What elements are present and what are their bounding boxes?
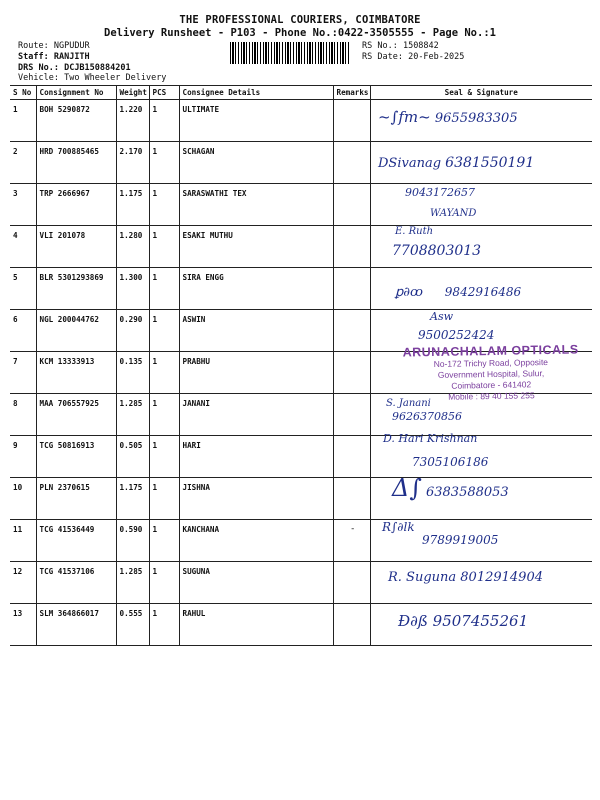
handwritten-phone: 9842916486 (444, 285, 522, 299)
pcs-cell: 1 (149, 520, 179, 562)
signature-scribble: ~∫fm~ (378, 108, 431, 126)
pcs-cell: 1 (149, 310, 179, 352)
sno-cell: 5 (10, 268, 36, 310)
remarks-cell (333, 268, 370, 310)
col-header-signature: Seal & Signature (370, 86, 592, 100)
staff-label: Staff: (18, 52, 49, 62)
drs-line (18, 63, 131, 73)
weight-cell: 0.590 (116, 520, 149, 562)
pcs-cell: 1 (149, 394, 179, 436)
signature-row-13 (398, 612, 528, 630)
table-row (10, 520, 592, 562)
table-row (10, 184, 592, 226)
consignment-cell: VLI 201078 (36, 226, 116, 268)
consignment-cell: SLM 364866017 (36, 604, 116, 646)
pcs-cell: 1 (149, 142, 179, 184)
remarks-cell (333, 352, 370, 394)
signature-cell (370, 184, 592, 226)
handwritten-phone: 9500252424 (418, 328, 495, 342)
remarks-cell (333, 604, 370, 646)
consignment-cell: KCM 13333913 (36, 352, 116, 394)
remarks-cell (333, 100, 370, 142)
table-header-row (10, 86, 592, 100)
vehicle-label: Vehicle: (18, 73, 59, 83)
sno-cell: 3 (10, 184, 36, 226)
sno-cell: 2 (10, 142, 36, 184)
consignment-cell: TCG 41537106 (36, 562, 116, 604)
consignment-cell: NGL 200044762 (36, 310, 116, 352)
consignment-cell: TRP 2666967 (36, 184, 116, 226)
weight-cell: 0.505 (116, 436, 149, 478)
pcs-cell: 1 (149, 226, 179, 268)
handwritten-phone: 7708803013 (392, 243, 482, 259)
signature-scribble: Δ∫ (392, 474, 422, 502)
route-line (18, 41, 90, 51)
rs-no-line (362, 41, 439, 51)
remarks-cell (333, 562, 370, 604)
weight-cell: 1.285 (116, 394, 149, 436)
handwritten-name: DSivanag (378, 156, 442, 171)
remarks-cell (333, 478, 370, 520)
staff-value: RANJITH (53, 52, 90, 62)
pcs-cell: 1 (149, 268, 179, 310)
signature-row-11 (382, 520, 415, 534)
handwritten-name: E. Ruth (395, 226, 434, 237)
col-header-sno: S No (10, 86, 36, 100)
col-header-remarks: Remarks (333, 86, 370, 100)
pcs-cell: 1 (149, 352, 179, 394)
consignment-cell: MAA 706557925 (36, 394, 116, 436)
consignment-cell: BLR 5301293869 (36, 268, 116, 310)
signature-scribble: R∫∂lk (382, 520, 415, 534)
pcs-cell: 1 (149, 562, 179, 604)
col-header-consignment: Consignment No (36, 86, 116, 100)
consignee-cell: ULTIMATE (179, 100, 333, 142)
consignee-cell: SCHAGAN (179, 142, 333, 184)
consignment-cell: BOH 5290872 (36, 100, 116, 142)
consignment-cell: TCG 50816913 (36, 436, 116, 478)
consignee-cell: PRABHU (179, 352, 333, 394)
handwritten-phone: 9655983305 (434, 111, 518, 126)
handwritten-phone: 9043172657 (405, 186, 475, 199)
consignment-cell: HRD 700885465 (36, 142, 116, 184)
weight-cell: 0.555 (116, 604, 149, 646)
remark-mark: - (350, 524, 356, 534)
consignment-cell: PLN 2370615 (36, 478, 116, 520)
shop-stamp (398, 342, 585, 403)
route-label: Route: (18, 41, 49, 51)
handwritten-name: D. Hari Krishnan (383, 432, 478, 445)
signature-row-1 (378, 108, 518, 126)
pcs-cell: 1 (149, 100, 179, 142)
remarks-cell (333, 142, 370, 184)
stamp-address-line: No-172 Trichy Road, Opposite (433, 357, 549, 369)
sno-cell: 12 (10, 562, 36, 604)
weight-cell: 0.290 (116, 310, 149, 352)
consignee-cell: HARI (179, 436, 333, 478)
table-row (10, 226, 592, 268)
handwritten-phone: 9789919005 (422, 533, 499, 547)
weight-cell: 1.285 (116, 562, 149, 604)
drs-label: DRS No.: (18, 63, 59, 73)
sno-cell: 4 (10, 226, 36, 268)
weight-cell: 1.175 (116, 478, 149, 520)
handwritten-phone: R. Suguna 8012914904 (388, 570, 543, 585)
handwritten-phone: 9507455261 (432, 612, 529, 630)
consignee-cell: JISHNA (179, 478, 333, 520)
barcode (230, 42, 350, 64)
handwritten-name: WAYAND (430, 208, 477, 219)
sno-cell: 13 (10, 604, 36, 646)
signature-row-2 (378, 155, 534, 171)
table-row (10, 436, 592, 478)
consignee-cell: SARASWATHI TEX (179, 184, 333, 226)
sno-cell: 9 (10, 436, 36, 478)
consignee-cell: JANANI (179, 394, 333, 436)
pcs-cell: 1 (149, 604, 179, 646)
weight-cell: 1.220 (116, 100, 149, 142)
rs-no-value: 1508842 (402, 41, 439, 51)
remarks-cell (333, 310, 370, 352)
signature-scribble: Ð∂ß (398, 612, 428, 630)
stamp-mobile: Mobile : 89 40 155 255 (448, 390, 535, 402)
consignment-cell: TCG 41536449 (36, 520, 116, 562)
drs-value: DCJB150884201 (64, 63, 131, 73)
col-header-pcs: PCS (149, 86, 179, 100)
weight-cell: 0.135 (116, 352, 149, 394)
handwritten-name: Asw (430, 310, 454, 323)
route-value: NGPUDUR (53, 41, 90, 51)
remarks-cell (333, 184, 370, 226)
sno-cell: 6 (10, 310, 36, 352)
stamp-name: ARUNACHALAM OPTICALS (402, 342, 579, 360)
consignee-cell: ASWIN (179, 310, 333, 352)
consignee-cell: SUGUNA (179, 562, 333, 604)
sno-cell: 1 (10, 100, 36, 142)
rs-date-value: 20-Feb-2025 (408, 52, 465, 62)
weight-cell: 2.170 (116, 142, 149, 184)
col-header-consignee: Consignee Details (179, 86, 333, 100)
consignee-cell: ESAKI MUTHU (179, 226, 333, 268)
pcs-cell: 1 (149, 478, 179, 520)
col-header-weight: Weight (116, 86, 149, 100)
handwritten-phone: 6383588053 (425, 485, 509, 500)
weight-cell: 1.175 (116, 184, 149, 226)
runsheet-subtitle: Delivery Runsheet - P103 - Phone No.:0422-3505555 - Page No.:1 (104, 27, 496, 39)
consignee-cell: RAHUL (179, 604, 333, 646)
pcs-cell: 1 (149, 436, 179, 478)
remarks-cell (333, 394, 370, 436)
weight-cell: 1.280 (116, 226, 149, 268)
rs-no-label: RS No.: (362, 41, 398, 51)
handwritten-phone: 6381550191 (445, 155, 535, 171)
sno-cell: 7 (10, 352, 36, 394)
weight-cell: 1.300 (116, 268, 149, 310)
stamp-address-line: Government Hospital, Sulur, (437, 368, 545, 380)
sno-cell: 10 (10, 478, 36, 520)
signature-row-10 (392, 474, 509, 502)
pcs-cell: 1 (149, 184, 179, 226)
sno-cell: 8 (10, 394, 36, 436)
remarks-cell (333, 436, 370, 478)
stamp-address-line: Coimbatore - 641402 (451, 379, 532, 391)
remarks-cell (333, 226, 370, 268)
rs-date-label: RS Date: (362, 52, 403, 62)
vehicle-value: Two Wheeler Delivery (64, 73, 167, 83)
signature-scribble: ꝑ∂ꝏ (395, 285, 423, 300)
consignee-cell: SIRA ENGG (179, 268, 333, 310)
consignee-cell: KANCHANA (179, 520, 333, 562)
handwritten-phone: 9626370856 (392, 410, 462, 423)
signature-row-5 (395, 285, 521, 300)
sno-cell: 11 (10, 520, 36, 562)
vehicle-line (18, 73, 166, 83)
handwritten-phone: 7305106186 (412, 455, 489, 469)
staff-line (18, 52, 90, 62)
handwritten-name: S. Janani (386, 398, 431, 409)
company-title: THE PROFESSIONAL COURIERS, COIMBATORE (179, 14, 421, 26)
rs-date-line (362, 52, 464, 62)
